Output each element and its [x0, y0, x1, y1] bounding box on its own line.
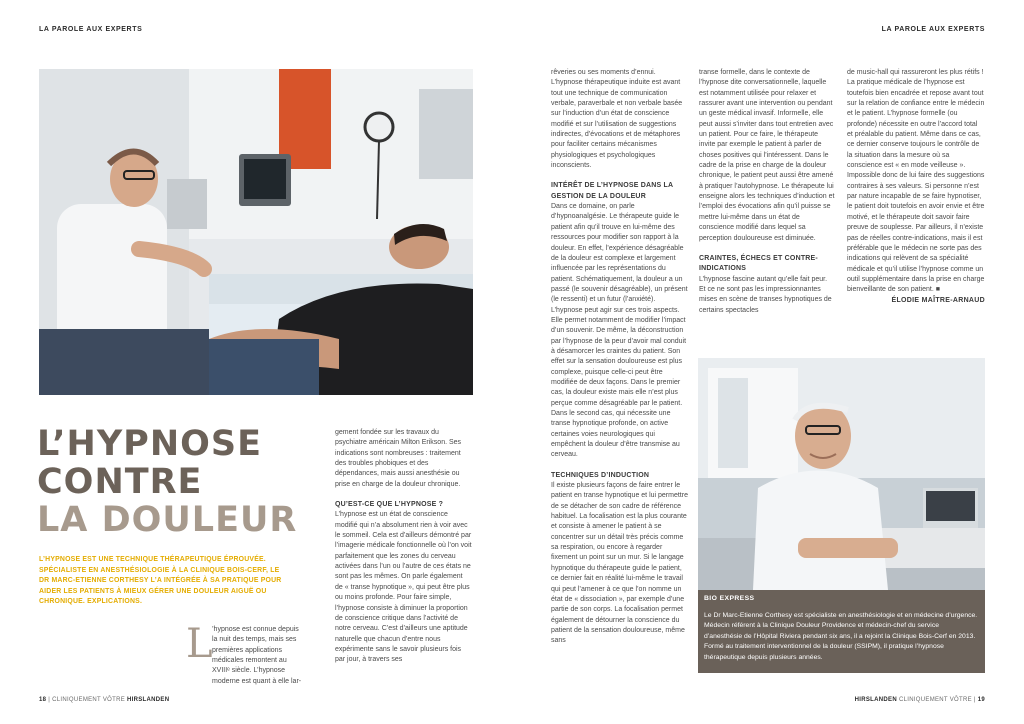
col3-paragraph-1: rêveries ou ses moments d’ennui. L’hypnose thérapeutique induite est avant tout une technique de communication verbale, paraverbale et non verbale basée sur l’induction d’un état de conscience modifié et sur l’utilisation de suggestions indirectes, d’évocations et de métaphores pour faciliter certains mécanismes physiologiques et psychologiques inconscients. — [551, 69, 683, 170]
footer-right-text: CLINIQUEMENT VÔTRE — [898, 697, 972, 703]
footer-right-brand: HIRSLANDEN — [854, 697, 897, 703]
column-5 — [847, 68, 985, 306]
column-3 — [551, 68, 688, 647]
footer-left-text: CLINIQUEMENT VÔTRE — [52, 697, 126, 703]
page-number-left: 18 — [39, 697, 47, 703]
col3-paragraph-3: Il existe plusieurs façons de faire entrer le patient en transe hypnotique et lui permettre de se détacher de son cadre de référence habituel. La focalisation est la plus courante et consiste à amener le patient à se concentrer sur un détail très précis comme sa respiration, ou encore à regarder fixement un point sur un mur. Si le langage hypnotique du thérapeute guide le patient, ce dernier fait en réalité lui-même le travail qui peut l’amener à ce que l’on nomme un état de « dissociation », par exemple d’une partie de son corps. La focalisation permet également de détourner la conscience du patient de la sensation douloureuse, même sans — [551, 482, 688, 645]
page-number-right: 19 — [977, 697, 985, 703]
col4-paragraph-2: L’hypnose fascine autant qu’elle fait peur. Et ce ne sont pas les impressionnantes mises en scène de transes hypnotiques de certains spectacles — [699, 275, 832, 314]
col4-heading-1: CRAINTES, ÉCHECS ET CONTRE-INDICATIONS — [699, 254, 818, 273]
col2-paragraph-1: gement fondée sur les travaux du psychiatre américain Milton Erikson. Ses indications sont nombreuses : traitement des troubles phobiques et des dépendances, mais aussi anesthésie ou prise en charge de la douleur chronique. — [335, 429, 462, 488]
running-header-left: LA PAROLE AUX EXPERTS — [39, 26, 143, 33]
col1-paragraph-1: ’hypnose est connue depuis la nuit des temps, mais ses premières applications médicales remontent au XVIIIᵉ siècle. L’hypnose moderne est quant à elle lar- — [212, 626, 302, 685]
footer-right: HIRSLANDEN CLINIQUEMENT VÔTRE | 19 — [854, 697, 985, 703]
footer-left: 18 | CLINIQUEMENT VÔTRE HIRSLANDEN — [39, 697, 170, 703]
article-lead: L’HYPNOSE EST UNE TECHNIQUE THÉRAPEUTIQUE ÉPROUVÉE. SPÉCIALISTE EN ANESTHÉSIOLOGIE À LA CLINIQUE BOIS-CERF, LE DR MARC-ETIENNE CORTHESY L’A INTÉGRÉE À SA PRATIQUE POUR AIDER LES PATIENTS À MIEUX GÉRER UNE DOULEUR AIGUË OU CHRONIQUE. EXPLICATIONS. — [39, 556, 282, 605]
title-line-3: LA DOULEUR — [37, 500, 298, 540]
bio-express-box — [698, 590, 985, 673]
col3-paragraph-2: Dans ce domaine, on parle d’hypnoanalgésie. Le thérapeute guide le patient afin qu’il trouve en lui-même des ressources pour modifier son rapport à la douleur. En effet, l’expérience désagréable de la douleur est complexe et largement influencée par les représentations du patient. Schématiquement, la douleur a un passé (le souvenir désagréable), un présent (le ressenti) et un futur (l’anxiété). L’hypnose peut agir sur ces trois aspects. Elle permet notamment de modifier l’impact d’un souvenir. De même, la déconstruction par l’hypnose de la peur d’avoir mal conduit à désamorcer les craintes du patient. Son effet sur la sensation douloureuse est plus complexe, puisque celle-ci peut être modifiée de deux façons. Dans le premier cas, la douleur existe mais elle n’est plus perçue comme désagréable par le patient. Dans le second cas, qui nécessite une transe hypnotique profonde, on active certaines voies neurologiques qui empêchent la douleur d’être transmise au cerveau. — [551, 203, 688, 459]
title-line-2: CONTRE — [37, 462, 203, 502]
bio-text: Le Dr Marc-Etienne Corthesy est spécialiste en anesthésiologie et en médecine d’urgence. Médecin référent à la Clinique Douleur Providence et médecin-chef du service d’anesthésie de l’Hôpital Riviera pendant six ans, il a rejoint la Clinique Bois-Cerf en 2013. Formé au traitement interventionnel de la douleur (SSIPM), il pratique l’hypnose thérapeutique depuis plusieurs années. — [704, 611, 978, 661]
col3-heading-1: INTÉRÊT DE L’HYPNOSE DANS LA GESTION DE LA DOULEUR — [551, 182, 674, 200]
author-signature: ÉLODIE MAÎTRE-ARNAUD — [891, 296, 985, 304]
article-title — [37, 425, 297, 539]
running-header-right: LA PAROLE AUX EXPERTS — [881, 26, 985, 33]
drop-cap: L — [186, 621, 213, 667]
col4-paragraph-1: transe formelle, dans le contexte de l’hypnose dite conversationnelle, laquelle est notamment utilisée pour relaxer et rassurer avant une intervention ou pendant un geste médical invasif. Informelle, elle peut aussi s’inviter dans tout entretien avec un patient. Pour ce faire, le thérapeute invite par exemple le patient à parler de choses positives qui l’intéressent. Dans le cadre de la prise en charge de la douleur chronique, le patient peut aussi être amené à pratiquer l’autohypnose. Le thérapeute lui enseigne alors les techniques d’induction et l’emploi des évocations afin qu’il puisse se mettre lui-même dans un état de conscience modifié dans lequel sa perception douloureuse est diminuée. — [699, 69, 835, 242]
footer-left-brand: HIRSLANDEN — [127, 697, 170, 703]
column-1 — [212, 625, 305, 687]
title-line-1: L’HYPNOSE — [37, 424, 262, 464]
col2-heading-1: QU’EST-CE QUE L’HYPNOSE ? — [335, 501, 444, 509]
col2-paragraph-2: L’hypnose est un état de conscience modifié qui n’a absolument rien à voir avec le sommeil. Cela est d’ailleurs démontré par l’imagerie médicale fonctionnelle où l’on voit parfaitement que les zones du cerveau activées dans l’un ou l’autre de ces états ne sont pas les mêmes. On parle également de « transe hypnotique », qui peut être plus ou moins profonde. Pour faire simple, l’hypnose consiste à diminuer la proportion de conscience critique dans l’activité de notre cerveau. C’est d’ailleurs une aptitude naturelle que chacun d’entre nous expérimente sans le savoir plusieurs fois par jour, à travers ses — [335, 511, 472, 664]
doctor-portrait-photo — [698, 358, 985, 590]
col3-heading-2: TECHNIQUES D’INDUCTION — [551, 471, 650, 479]
col5-paragraph-1: de music-hall qui rassureront les plus rétifs ! La pratique médicale de l’hypnose est toutefois bien encadrée et repose avant tout sur la relation de confiance entre le médecin et le patient. L’hypnose formelle (ou profonde) nécessite en outre l’accord total et préalable du patient. Même dans ce cas, ce dernier conserve toujours le contrôle de la situation dans la mesure où sa conscience est « en mode veilleuse ». Impossible donc de lui faire des suggestions contraires à ses valeurs. Si personne n’est par nature incapable de se faire hypnotiser, le patient doit toutefois en avoir envie et être motivé, et le thérapeute doit savoir faire preuve de souplesse. Par ailleurs, il n’existe pas de réelles contre-indications, mais il est préférable que le médecin ne sorte pas des indications qui relèvent de sa spécialité médicale et qu’il utilise l’hypnose comme un outil supplémentaire dans la prise en charge bienveillante de son patient. ■ — [847, 69, 985, 294]
column-4 — [699, 68, 835, 316]
bio-title: BIO EXPRESS — [704, 595, 755, 602]
hypnosis-session-photo — [39, 69, 473, 395]
column-2 — [335, 428, 472, 666]
